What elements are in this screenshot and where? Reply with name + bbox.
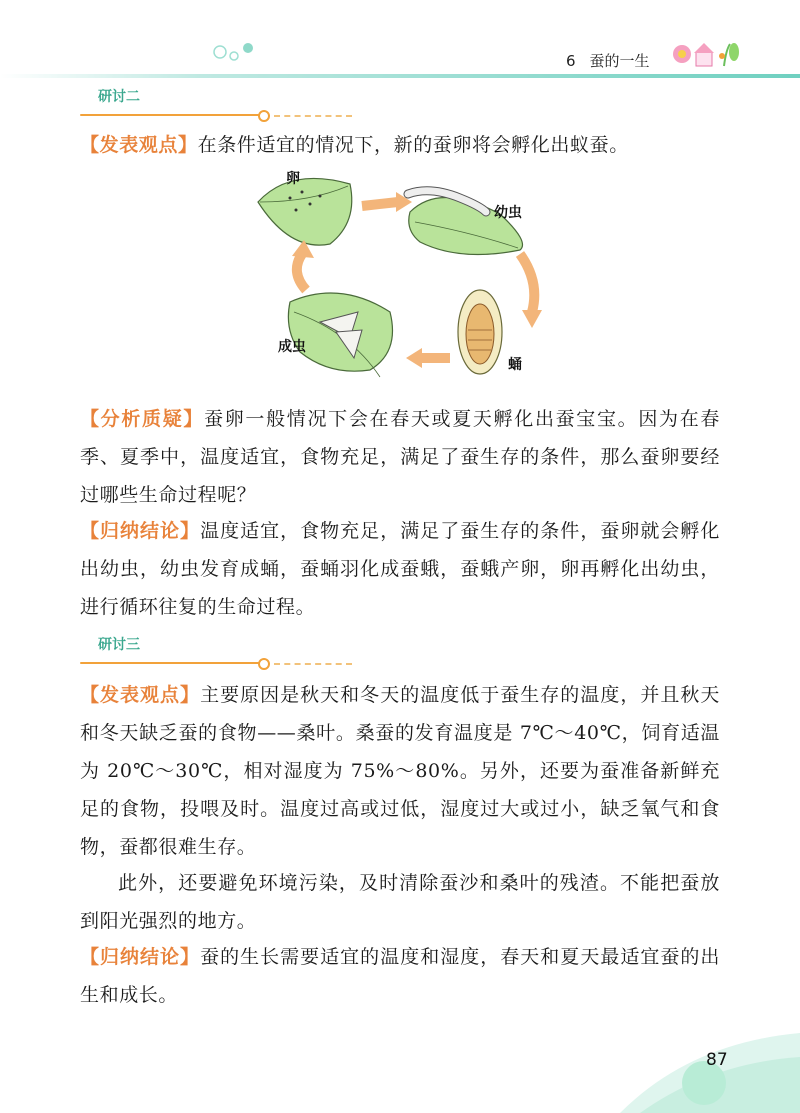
label-larva: 幼虫 (494, 205, 522, 221)
section-underline (80, 656, 380, 672)
section-title: 研讨三 (98, 637, 140, 653)
paragraph-viewpoint (80, 126, 720, 164)
section-label-discussion-3 (80, 634, 380, 672)
lifecycle-illustration (250, 162, 550, 392)
paragraph-text: 温度适宜，食物充足，满足了蚕生存的条件，蚕卵就会孵化出幼虫，幼虫发育成蛹，蚕蛹羽化成蚕蛾，蚕蛾产卵，卵再孵化出幼虫，进行循环往复的生命过程。 (80, 520, 720, 618)
tag-conclusion: 【归纳结论】 (80, 520, 201, 542)
running-header (566, 50, 650, 71)
paragraph-conclusion-2 (80, 938, 720, 1014)
paragraph-extra (80, 864, 720, 940)
header-rule (0, 74, 800, 78)
paragraph-text: 在条件适宜的情况下，新的蚕卵将会孵化出蚁蚕。 (197, 134, 629, 156)
paragraph-conclusion (80, 512, 720, 626)
label-pupa: 蛹 (508, 357, 522, 373)
paragraph-analysis (80, 400, 720, 514)
paragraph-text: 蚕的生长需要适宜的温度和湿度，春天和夏天最适宜蚕的出生和成长。 (80, 946, 720, 1006)
paragraph-text: 主要原因是秋天和冬天的温度低于蚕生存的温度，并且秋天和冬天缺乏蚕的食物——桑叶。桑蚕的发育温度是 7℃～40℃，饲育适温为 20℃～30℃，相对湿度为 75%～80%。另外，还要为蚕准备新鲜充足的食物，投喂及时。温度过高或过低，湿度过大或过小，缺乏氧气和食物，蚕都很难生存。 (80, 684, 720, 858)
chapter-number: 6 (566, 52, 576, 70)
bubbles-decoration (200, 38, 280, 68)
page-number: 87 (706, 1050, 728, 1070)
section-underline (80, 108, 380, 124)
tag-viewpoint: 【发表观点】 (80, 134, 198, 156)
paragraph-text: 此外，还要避免环境污染，及时清除蚕沙和桑叶的残渣。不能把蚕放到阳光强烈的地方。 (80, 872, 720, 932)
label-adult: 成虫 (278, 339, 306, 355)
tag-conclusion: 【归纳结论】 (80, 946, 201, 968)
silkworm-lifecycle-figure (250, 162, 550, 392)
paragraph-viewpoint-2 (80, 676, 720, 866)
section-title: 研讨二 (98, 89, 140, 105)
flower-house-decoration (668, 36, 758, 72)
tag-viewpoint: 【发表观点】 (80, 684, 201, 706)
label-egg: 卵 (286, 171, 300, 187)
tag-analysis: 【分析质疑】 (80, 408, 205, 430)
section-label-discussion-2 (80, 86, 380, 124)
chapter-title: 蚕的一生 (589, 52, 650, 70)
paragraph-text: 蚕卵一般情况下会在春天或夏天孵化出蚕宝宝。因为在春季、夏季中，温度适宜，食物充足，满足了蚕生存的条件，那么蚕卵要经过哪些生命过程呢？ (80, 408, 720, 506)
page-corner-decoration (600, 1023, 800, 1113)
